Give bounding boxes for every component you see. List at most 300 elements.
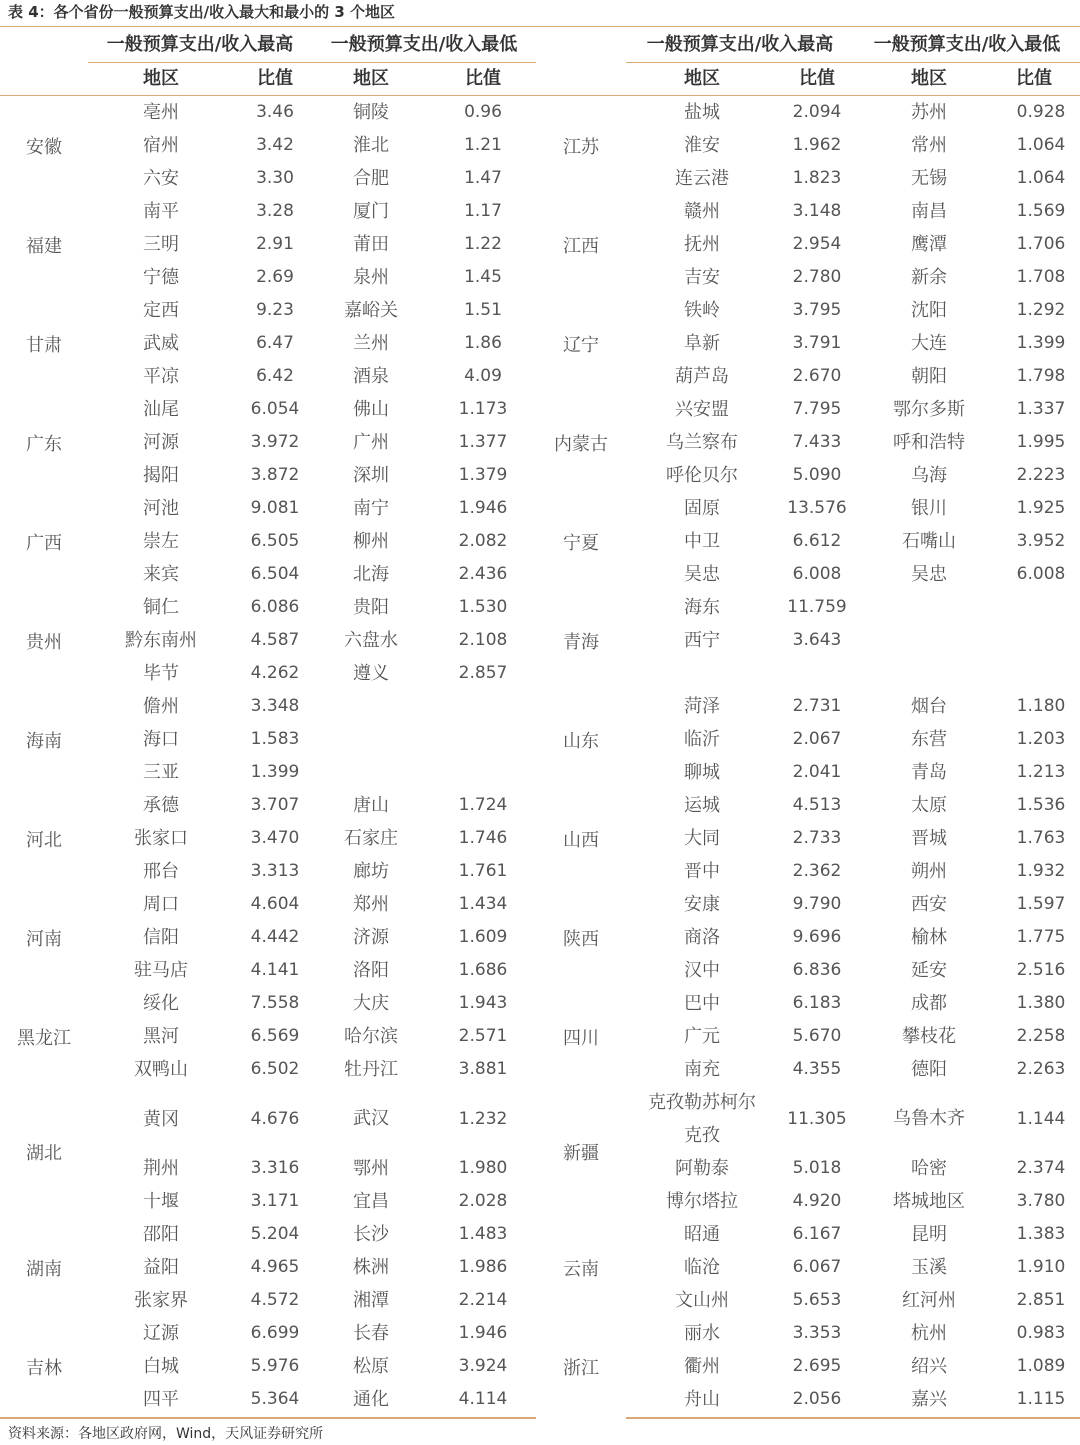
cell-ratio-high: 1.823 <box>792 168 842 188</box>
cell-ratio-low: 1.536 <box>1016 795 1066 815</box>
province-label: 浙江 <box>563 1357 599 1379</box>
cell-ratio-high: 4.442 <box>250 927 300 947</box>
cell-region-low: 鄂尔多斯 <box>893 399 965 420</box>
province-label: 黑龙江 <box>17 1027 71 1049</box>
cell-ratio-low: 2.857 <box>458 663 508 683</box>
table-row <box>0 1350 1080 1383</box>
cell-ratio-low: 3.924 <box>458 1356 508 1376</box>
table-row <box>0 1218 1080 1251</box>
cell-ratio-high: 5.090 <box>792 465 842 485</box>
cell-ratio-high: 3.148 <box>792 201 842 221</box>
cell-region-high: 中卫 <box>684 531 720 552</box>
province-label: 江西 <box>563 235 599 257</box>
cell-region-low: 呼和浩特 <box>893 432 965 453</box>
cell-ratio-low: 1.483 <box>458 1224 508 1244</box>
cell-ratio-high: 11.759 <box>787 597 847 617</box>
cell-region-low: 深圳 <box>353 465 389 486</box>
cell-ratio-low: 2.223 <box>1016 465 1066 485</box>
cell-region-high: 衢州 <box>684 1356 720 1377</box>
cell-ratio-high: 6.086 <box>250 597 300 617</box>
cell-ratio-low: 3.780 <box>1016 1191 1066 1211</box>
cell-region-low: 昆明 <box>911 1224 947 1245</box>
table-row <box>0 162 1080 195</box>
cell-ratio-high: 2.731 <box>792 696 842 716</box>
cell-ratio-high: 13.576 <box>787 498 847 518</box>
left-col-ratio-low: 比值 <box>465 68 501 89</box>
cell-region-low: 六盘水 <box>344 630 398 651</box>
cell-ratio-low: 1.51 <box>464 300 502 320</box>
cell-region-low: 通化 <box>353 1389 389 1410</box>
cell-region-low: 石家庄 <box>344 828 398 849</box>
cell-ratio-low: 2.374 <box>1016 1158 1066 1178</box>
cell-ratio-low: 4.114 <box>458 1389 508 1409</box>
cell-ratio-low: 0.928 <box>1016 102 1066 122</box>
cell-ratio-low: 1.943 <box>458 993 508 1013</box>
cell-ratio-high: 5.670 <box>792 1026 842 1046</box>
cell-region-high: 吉安 <box>684 267 720 288</box>
left-col-ratio-high: 比值 <box>257 68 293 89</box>
table-row <box>0 822 1080 855</box>
cell-region-low: 贵阳 <box>353 597 389 618</box>
cell-ratio-high: 6.569 <box>250 1026 300 1046</box>
province-label: 河南 <box>26 928 62 950</box>
left-col-region-high: 地区 <box>143 68 179 89</box>
table-row <box>0 987 1080 1020</box>
cell-ratio-high: 2.733 <box>792 828 842 848</box>
cell-ratio-high: 6.067 <box>792 1257 842 1277</box>
cell-region-high: 乌兰察布 <box>666 432 738 453</box>
cell-region-low: 济源 <box>353 927 389 948</box>
cell-ratio-high: 3.643 <box>792 630 842 650</box>
table-row <box>0 690 1080 723</box>
cell-region-high: 揭阳 <box>143 465 179 486</box>
cell-ratio-low: 1.379 <box>458 465 508 485</box>
cell-ratio-high: 6.008 <box>792 564 842 584</box>
cell-region-low: 常州 <box>911 135 947 156</box>
cell-region-high: 周口 <box>143 894 179 915</box>
cell-region-low: 攀枝花 <box>902 1026 956 1047</box>
cell-region-high: 赣州 <box>684 201 720 222</box>
cell-region-low: 株洲 <box>353 1257 389 1278</box>
cell-ratio-high: 6.42 <box>256 366 294 386</box>
cell-ratio-high: 3.313 <box>250 861 300 881</box>
province-label: 福建 <box>26 235 62 257</box>
cell-region-high: 安康 <box>684 894 720 915</box>
cell-ratio-low: 1.980 <box>458 1158 508 1178</box>
table-row <box>0 525 1080 558</box>
cell-ratio-high: 7.433 <box>792 432 842 452</box>
cell-ratio-high: 3.795 <box>792 300 842 320</box>
cell-ratio-high: 2.094 <box>792 102 842 122</box>
cell-ratio-high: 4.604 <box>250 894 300 914</box>
cell-region-high: 阜新 <box>684 333 720 354</box>
cell-ratio-low <box>988 657 1080 690</box>
cell-region-high: 阿勒泰 <box>675 1158 729 1179</box>
cell-ratio-high: 1.962 <box>792 135 842 155</box>
cell-ratio-high: 3.707 <box>250 795 300 815</box>
cell-region-high: 亳州 <box>143 102 179 123</box>
table-row <box>0 1053 1080 1086</box>
cell-region-low: 遵义 <box>353 663 389 684</box>
province-label: 河北 <box>26 829 62 851</box>
cell-ratio-low: 2.516 <box>1016 960 1066 980</box>
cell-ratio-low: 1.946 <box>458 498 508 518</box>
cell-ratio-low: 2.571 <box>458 1026 508 1046</box>
cell-ratio-low: 1.17 <box>464 201 502 221</box>
cell-region-high: 邢台 <box>143 861 179 882</box>
cell-ratio-low: 1.064 <box>1016 135 1066 155</box>
cell-ratio-low: 6.008 <box>1016 564 1066 584</box>
cell-ratio-low: 1.986 <box>458 1257 508 1277</box>
cell-ratio-high: 6.505 <box>250 531 300 551</box>
cell-ratio-high: 3.171 <box>250 1191 300 1211</box>
cell-ratio-high: 2.695 <box>792 1356 842 1376</box>
cell-ratio-low: 3.881 <box>458 1059 508 1079</box>
cell-ratio-low: 1.232 <box>458 1109 508 1129</box>
cell-region-low: 无锡 <box>911 168 947 189</box>
cell-region-high: 克孜勒苏柯尔克孜 <box>648 1092 756 1146</box>
cell-region-high: 吴忠 <box>684 564 720 585</box>
cell-region-high: 商洛 <box>684 927 720 948</box>
cell-region-high: 海口 <box>143 729 179 750</box>
cell-ratio-low: 1.946 <box>458 1323 508 1343</box>
cell-ratio-low: 4.09 <box>464 366 502 386</box>
cell-ratio-low: 1.380 <box>1016 993 1066 1013</box>
province-label: 内蒙古 <box>554 433 608 455</box>
cell-ratio-high: 6.699 <box>250 1323 300 1343</box>
province-label: 广东 <box>26 433 62 455</box>
cell-region-low: 榆林 <box>911 927 947 948</box>
table-row <box>0 1317 1080 1350</box>
table-row <box>0 459 1080 492</box>
table-row <box>0 129 1080 162</box>
cell-ratio-high: 3.30 <box>256 168 294 188</box>
cell-region-high: 驻马店 <box>134 960 188 981</box>
cell-region-high: 白城 <box>143 1356 179 1377</box>
cell-region-low: 郑州 <box>353 894 389 915</box>
province-label: 吉林 <box>26 1357 62 1379</box>
cell-region-low: 大连 <box>911 333 947 354</box>
cell-region-high: 大同 <box>684 828 720 849</box>
cell-region-low: 哈尔滨 <box>344 1026 398 1047</box>
cell-ratio-low: 1.86 <box>464 333 502 353</box>
cell-ratio-low: 1.292 <box>1016 300 1066 320</box>
table-row <box>0 888 1080 921</box>
cell-region-low: 银川 <box>911 498 947 519</box>
cell-ratio-high: 3.46 <box>256 102 294 122</box>
cell-region-high: 儋州 <box>143 696 179 717</box>
cell-region-low: 晋城 <box>911 828 947 849</box>
table-row <box>0 1152 1080 1185</box>
cell-region-low: 湘潭 <box>353 1290 389 1311</box>
cell-ratio-high: 11.305 <box>787 1109 847 1129</box>
cell-ratio-high: 2.362 <box>792 861 842 881</box>
cell-ratio-low: 2.851 <box>1016 1290 1066 1310</box>
cell-ratio-low: 1.686 <box>458 960 508 980</box>
table-row <box>0 1020 1080 1053</box>
cell-ratio-low <box>988 591 1080 624</box>
cell-region-low: 绍兴 <box>911 1356 947 1377</box>
cell-region-low: 泉州 <box>353 267 389 288</box>
cell-region-low: 杭州 <box>911 1323 947 1344</box>
cell-region-low: 红河州 <box>902 1290 956 1311</box>
cell-region-high: 巴中 <box>684 993 720 1014</box>
cell-region-low: 长沙 <box>353 1224 389 1245</box>
cell-region-high: 抚州 <box>684 234 720 255</box>
table-row <box>0 426 1080 459</box>
cell-region-low: 南宁 <box>353 498 389 519</box>
province-label: 云南 <box>563 1258 599 1280</box>
right-header-highest: 一般预算支出/收入最高 <box>646 34 834 55</box>
cell-region-high: 毕节 <box>143 663 179 684</box>
province-label: 山西 <box>563 829 599 851</box>
cell-region-low: 厦门 <box>353 201 389 222</box>
province-label: 湖北 <box>26 1143 62 1164</box>
cell-region-high: 临沧 <box>684 1257 720 1278</box>
cell-region-low: 新余 <box>911 267 947 288</box>
cell-region-high: 铁岭 <box>684 300 720 321</box>
cell-ratio-high: 3.872 <box>250 465 300 485</box>
table-row <box>0 360 1080 393</box>
cell-region-low: 唐山 <box>353 795 389 816</box>
cell-ratio-high: 4.355 <box>792 1059 842 1079</box>
cell-region-high: 四平 <box>143 1389 179 1410</box>
cell-region-low: 东营 <box>911 729 947 750</box>
cell-region-low: 塔城地区 <box>893 1191 965 1212</box>
cell-region-high: 连云港 <box>675 168 729 189</box>
cell-ratio-low: 1.910 <box>1016 1257 1066 1277</box>
left-header-highest: 一般预算支出/收入最高 <box>106 34 294 55</box>
cell-region-high: 三亚 <box>143 762 179 783</box>
cell-ratio-low: 1.798 <box>1016 366 1066 386</box>
cell-ratio-high: 7.558 <box>250 993 300 1013</box>
cell-ratio-low: 1.569 <box>1016 201 1066 221</box>
cell-ratio-low: 2.108 <box>458 630 508 650</box>
cell-region-high: 临沂 <box>684 729 720 750</box>
province-label: 四川 <box>563 1027 599 1049</box>
cell-ratio-high: 5.204 <box>250 1224 300 1244</box>
cell-region-low: 吴忠 <box>911 564 947 585</box>
cell-region-low: 廊坊 <box>353 861 389 882</box>
table-row <box>0 327 1080 360</box>
table-row <box>0 261 1080 294</box>
right-col-region-low: 地区 <box>911 68 947 89</box>
table-row <box>0 294 1080 327</box>
cell-region-high: 运城 <box>684 795 720 816</box>
cell-region-high: 六安 <box>143 168 179 189</box>
cell-region-high: 晋中 <box>684 861 720 882</box>
cell-ratio-low: 1.609 <box>458 927 508 947</box>
cell-region-low: 延安 <box>911 960 947 981</box>
cell-ratio-high: 5.653 <box>792 1290 842 1310</box>
cell-ratio-high: 3.791 <box>792 333 842 353</box>
cell-ratio-low: 1.434 <box>458 894 508 914</box>
cell-ratio-high: 3.353 <box>792 1323 842 1343</box>
left-col-region-low: 地区 <box>353 68 389 89</box>
right-header-lowest: 一般预算支出/收入最低 <box>873 34 1061 55</box>
cell-region-low: 嘉兴 <box>911 1389 947 1410</box>
cell-region-low: 鄂州 <box>353 1158 389 1179</box>
cell-ratio-low: 2.436 <box>458 564 508 584</box>
cell-region-low: 乌海 <box>911 465 947 486</box>
cell-region-low: 石嘴山 <box>902 531 956 552</box>
cell-region-low: 乌鲁木齐 <box>893 1108 965 1129</box>
cell-ratio-low: 1.45 <box>464 267 502 287</box>
cell-ratio-high: 2.056 <box>792 1389 842 1409</box>
table-row <box>0 1185 1080 1218</box>
cell-ratio-high: 6.502 <box>250 1059 300 1079</box>
cell-ratio-high: 1.399 <box>250 762 300 782</box>
cell-region-high: 河池 <box>143 498 179 519</box>
province-label: 陕西 <box>563 928 599 950</box>
cell-region-high: 信阳 <box>143 927 179 948</box>
cell-region-high: 邵阳 <box>143 1224 179 1245</box>
cell-region-high: 三明 <box>143 234 179 255</box>
cell-region-low: 武汉 <box>353 1108 389 1129</box>
cell-ratio-high: 6.47 <box>256 333 294 353</box>
cell-ratio-high: 7.795 <box>792 399 842 419</box>
right-bottom-rule <box>626 1417 1080 1419</box>
cell-region-high: 崇左 <box>143 531 179 552</box>
cell-region-high: 张家口 <box>134 828 188 849</box>
cell-region-low: 牡丹江 <box>344 1059 398 1080</box>
left-header-lowest: 一般预算支出/收入最低 <box>330 34 518 55</box>
cell-region-low: 西安 <box>911 894 947 915</box>
cell-ratio-high: 9.696 <box>792 927 842 947</box>
cell-region-high: 黄冈 <box>143 1108 179 1130</box>
source-note: 资料来源：各地区政府网，Wind，天风证券研究所 <box>8 1426 324 1442</box>
cell-ratio-low: 2.028 <box>458 1191 508 1211</box>
cell-region-high: 葫芦岛 <box>675 366 729 387</box>
cell-ratio-low: 0.96 <box>464 102 502 122</box>
cell-ratio-high: 6.183 <box>792 993 842 1013</box>
cell-ratio-high: 3.42 <box>256 135 294 155</box>
cell-region-high: 绥化 <box>143 993 179 1014</box>
cell-ratio-high: 4.965 <box>250 1257 300 1277</box>
cell-ratio-low: 1.064 <box>1016 168 1066 188</box>
cell-region-low: 松原 <box>353 1356 389 1377</box>
cell-region-high: 平凉 <box>143 366 179 387</box>
cell-region-low: 铜陵 <box>353 102 389 123</box>
left-bottom-rule <box>0 1417 536 1419</box>
cell-ratio-high: 6.504 <box>250 564 300 584</box>
cell-ratio-low: 1.932 <box>1016 861 1066 881</box>
cell-region-low: 洛阳 <box>353 960 389 981</box>
province-label: 辽宁 <box>563 334 599 356</box>
cell-region-low: 鹰潭 <box>911 234 947 255</box>
cell-region-high: 双鸭山 <box>134 1059 188 1080</box>
table-row <box>0 789 1080 822</box>
cell-region-high: 汉中 <box>684 960 720 981</box>
cell-region-low: 兰州 <box>353 333 389 354</box>
cell-ratio-low: 1.089 <box>1016 1356 1066 1376</box>
cell-region-high: 博尔塔拉 <box>666 1191 738 1212</box>
cell-ratio-high: 4.676 <box>250 1109 300 1129</box>
table-row <box>0 492 1080 525</box>
cell-region-high: 汕尾 <box>143 399 179 420</box>
cell-ratio-low: 1.173 <box>458 399 508 419</box>
cell-ratio-high: 6.612 <box>792 531 842 551</box>
cell-ratio-high: 2.954 <box>792 234 842 254</box>
province-label: 青海 <box>563 631 599 653</box>
cell-region-high: 固原 <box>684 498 720 519</box>
province-label: 宁夏 <box>563 532 599 554</box>
cell-region-high: 定西 <box>143 300 179 321</box>
right-col-ratio-high: 比值 <box>799 68 835 89</box>
province-label: 新疆 <box>563 1143 599 1164</box>
province-label: 山东 <box>563 730 599 752</box>
cell-region-low <box>870 624 988 657</box>
table-row <box>0 195 1080 228</box>
cell-region-high: 广元 <box>684 1026 720 1047</box>
cell-region-high: 西宁 <box>684 630 720 651</box>
cell-ratio-high: 2.670 <box>792 366 842 386</box>
cell-ratio-low: 1.706 <box>1016 234 1066 254</box>
cell-region-low: 玉溪 <box>911 1257 947 1278</box>
cell-ratio-low: 1.213 <box>1016 762 1066 782</box>
cell-region-low: 嘉峪关 <box>344 300 398 321</box>
cell-region-high: 十堰 <box>143 1191 179 1212</box>
cell-ratio-low: 1.383 <box>1016 1224 1066 1244</box>
province-label: 广西 <box>26 532 62 554</box>
cell-ratio-high: 6.167 <box>792 1224 842 1244</box>
cell-region-high: 辽源 <box>143 1323 179 1344</box>
table-row <box>0 393 1080 426</box>
cell-region-low <box>870 657 988 690</box>
cell-region-high <box>640 657 764 690</box>
cell-region-high: 武威 <box>143 333 179 354</box>
cell-ratio-high <box>764 657 870 690</box>
province-label: 湖南 <box>26 1258 62 1280</box>
cell-ratio-high: 3.972 <box>250 432 300 452</box>
cell-ratio-low: 2.258 <box>1016 1026 1066 1046</box>
cell-region-low: 北海 <box>353 564 389 585</box>
table-row <box>0 723 1080 756</box>
cell-ratio-low: 1.115 <box>1016 1389 1066 1409</box>
cell-ratio-low: 1.21 <box>464 135 502 155</box>
table-row <box>0 624 1080 657</box>
cell-ratio-high: 4.262 <box>250 663 300 683</box>
table-row <box>0 96 1080 129</box>
cell-ratio-low: 1.763 <box>1016 828 1066 848</box>
cell-ratio-high: 2.780 <box>792 267 842 287</box>
cell-region-high: 荆州 <box>143 1158 179 1179</box>
cell-region-low: 南昌 <box>911 201 947 222</box>
cell-ratio-high: 2.69 <box>256 267 294 287</box>
province-label: 贵州 <box>26 631 62 653</box>
cell-region-low: 大庆 <box>353 993 389 1014</box>
table-row <box>0 921 1080 954</box>
cell-ratio-low: 1.203 <box>1016 729 1066 749</box>
cell-region-high: 淮安 <box>684 135 720 156</box>
cell-region-low: 莆田 <box>353 234 389 255</box>
cell-region-low: 佛山 <box>353 399 389 420</box>
cell-ratio-high: 3.348 <box>250 696 300 716</box>
cell-ratio-low: 1.724 <box>458 795 508 815</box>
cell-ratio-high: 1.583 <box>250 729 300 749</box>
cell-region-high: 河源 <box>143 432 179 453</box>
province-label: 甘肃 <box>26 334 62 356</box>
cell-region-low: 朝阳 <box>911 366 947 387</box>
cell-ratio-high: 3.316 <box>250 1158 300 1178</box>
province-label: 海南 <box>26 730 62 752</box>
cell-ratio-high: 6.054 <box>250 399 300 419</box>
cell-region-low: 沈阳 <box>911 300 947 321</box>
cell-region-low: 合肥 <box>353 168 389 189</box>
cell-region-high: 张家界 <box>134 1290 188 1311</box>
cell-ratio-low: 2.263 <box>1016 1059 1066 1079</box>
cell-ratio-low: 1.22 <box>464 234 502 254</box>
